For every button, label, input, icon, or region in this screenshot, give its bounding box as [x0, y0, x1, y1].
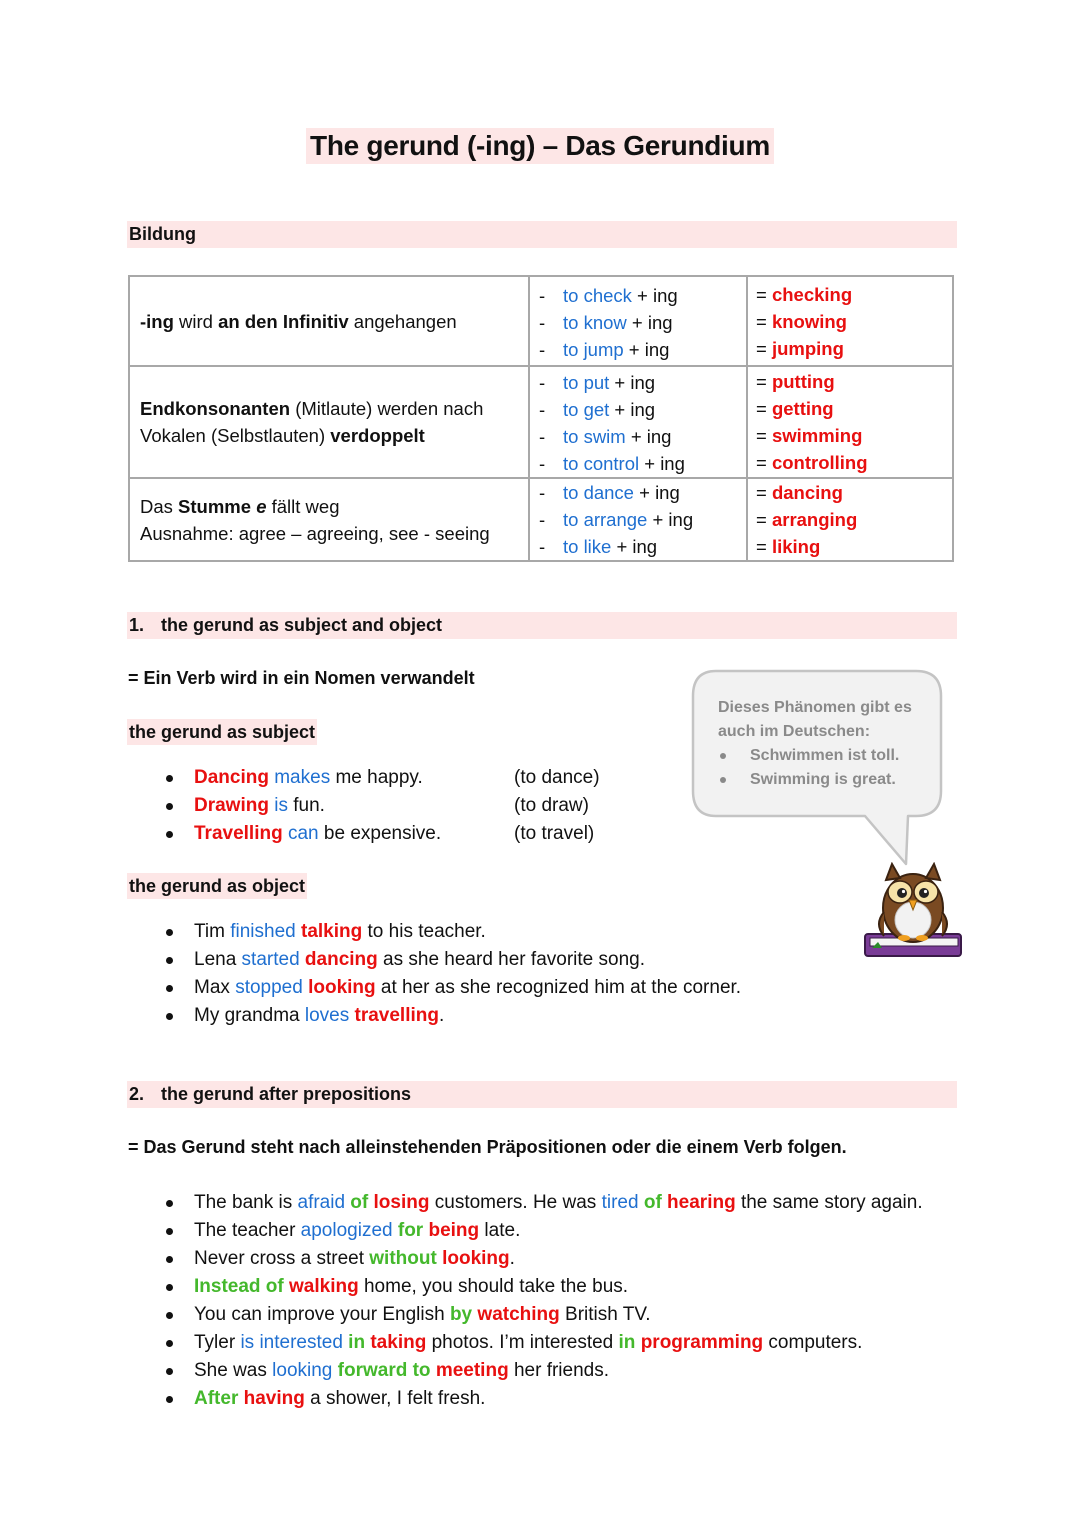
text-run: of	[638, 1192, 662, 1213]
text-run: verdoppelt	[330, 425, 425, 446]
example-line	[530, 423, 746, 450]
section-1-intro: = Ein Verb wird in ein Nomen verwandelt	[128, 668, 475, 688]
result-line	[756, 533, 952, 560]
section-2-title: the gerund after prepositions	[161, 1084, 412, 1104]
text-run: late.	[479, 1220, 521, 1241]
infinitive: to like	[563, 536, 612, 557]
text-run: .	[509, 1248, 515, 1269]
hint-to-draw: (to draw)	[514, 795, 589, 816]
example-line	[530, 479, 746, 506]
text-run: looking	[272, 1360, 333, 1381]
text-run: watching	[472, 1304, 560, 1325]
owl-on-book-illustration	[862, 862, 964, 960]
text-run: looking	[436, 1248, 510, 1269]
infinitive: to arrange	[563, 509, 648, 530]
result-line	[756, 368, 952, 395]
text-run: stopped	[235, 977, 303, 998]
text-run: of	[345, 1192, 369, 1213]
text-run: She was	[194, 1360, 273, 1381]
dash: -	[539, 311, 546, 333]
text-run: her friends.	[508, 1360, 609, 1381]
text-run: talking	[295, 921, 363, 942]
example-line	[530, 369, 746, 396]
bubble-bullet: Swimming is great.	[718, 768, 912, 792]
text-run: Instead of	[194, 1276, 284, 1297]
bubble-line-1: Dieses Phänomen gibt es	[718, 699, 912, 716]
text-run: hearing	[661, 1192, 736, 1213]
text-run: be expensive.	[318, 823, 442, 844]
text-run: e	[256, 495, 267, 517]
ing-suffix: + ing	[623, 338, 670, 360]
section-1-title: the gerund as subject and object	[161, 615, 443, 635]
section-2-intro: = Das Gerund steht nach alleinstehenden Präpositionen oder die einem Verb folgen.	[128, 1137, 847, 1157]
ing-suffix: + ing	[633, 482, 680, 503]
text-run: makes	[268, 767, 331, 788]
text-run: tired	[601, 1192, 639, 1213]
result-line	[756, 422, 952, 449]
ing-suffix: + ing	[647, 509, 694, 530]
text-run: -ing	[140, 310, 174, 332]
text-run: Das	[140, 495, 179, 517]
text-run: without	[369, 1248, 437, 1269]
text-run: wird	[173, 310, 219, 332]
object-list	[160, 918, 741, 1030]
section-1-number: 1.	[129, 615, 145, 635]
text-run: .	[438, 1005, 445, 1026]
text-run: dancing	[299, 949, 378, 970]
dash: -	[539, 453, 546, 474]
result-line	[756, 335, 952, 362]
text-run: looking	[302, 977, 376, 998]
gerund-result: putting	[771, 371, 835, 392]
text-run: is interested	[240, 1332, 343, 1353]
dash: -	[539, 482, 546, 503]
text-run: for	[392, 1220, 424, 1241]
examples-cell	[529, 478, 747, 561]
list-item	[160, 792, 441, 820]
list-item	[160, 1385, 923, 1413]
results-cell	[747, 478, 953, 561]
hint-to-travel: (to travel)	[514, 823, 595, 844]
text-run: in	[342, 1332, 366, 1353]
gerund-result: checking	[771, 283, 853, 305]
text-run: in	[618, 1332, 636, 1353]
text-run: at her as she recognized him at the corner.	[375, 977, 742, 998]
formation-row	[129, 478, 953, 561]
text-run: fun.	[287, 795, 325, 816]
equals-sign: =	[756, 452, 772, 473]
gerund-result: getting	[771, 398, 834, 419]
result-line	[756, 281, 952, 308]
equals-sign: =	[756, 509, 772, 530]
examples-cell	[529, 366, 747, 478]
text-run: by	[449, 1304, 473, 1325]
equals-sign: =	[756, 425, 772, 446]
equals-sign: =	[756, 337, 772, 359]
gerund-result: dancing	[771, 482, 843, 503]
equals-sign: =	[756, 371, 772, 392]
list-item	[160, 918, 741, 946]
dash: -	[539, 399, 546, 420]
text-run: customers. He was	[429, 1192, 602, 1213]
section-1-heading	[127, 612, 957, 639]
result-line	[756, 395, 952, 422]
text-run: programming	[635, 1332, 764, 1353]
text-run: Travelling	[194, 823, 283, 844]
example-line	[530, 396, 746, 423]
example-line	[530, 450, 746, 477]
text-run: computers.	[763, 1332, 863, 1353]
text-run: walking	[283, 1276, 359, 1297]
text-run: started	[241, 949, 300, 970]
text-run: losing	[368, 1192, 430, 1213]
infinitive: to know	[563, 311, 627, 333]
text-run: Lena	[194, 949, 242, 970]
list-item	[160, 1245, 923, 1273]
title-wrapper	[0, 128, 1080, 164]
subject-list	[160, 764, 441, 848]
rule-line	[140, 520, 528, 547]
dash: -	[539, 426, 546, 447]
equals-sign: =	[756, 482, 772, 503]
page-title: The gerund (-ing) – Das Gerundium	[306, 128, 774, 164]
result-line	[756, 449, 952, 476]
result-line	[756, 506, 952, 533]
list-item	[160, 946, 741, 974]
results-cell	[747, 366, 953, 478]
list-item	[160, 1357, 923, 1385]
text-run: (Mitlaute) werden nach	[290, 398, 484, 419]
text-run: forward to	[332, 1360, 431, 1381]
list-item	[160, 1273, 923, 1301]
text-run: Tyler	[194, 1332, 241, 1353]
dash: -	[539, 284, 546, 306]
speech-bubble-text	[718, 696, 912, 792]
gerund-result: controlling	[771, 452, 868, 473]
infinitive: to swim	[563, 426, 626, 447]
gerund-result: liking	[771, 536, 821, 557]
text-run: Stumme	[178, 495, 257, 517]
infinitive: to get	[563, 399, 610, 420]
infinitive: to put	[563, 372, 610, 393]
text-run: an den Infinitiv	[218, 310, 349, 332]
equals-sign: =	[756, 283, 772, 305]
rule-cell	[129, 276, 529, 366]
section-2-number: 2.	[129, 1084, 145, 1104]
rule-cell	[129, 366, 529, 478]
ing-suffix: + ing	[626, 311, 673, 333]
rule-line	[140, 395, 528, 422]
text-run: Max	[194, 977, 236, 998]
text-run: angehangen	[348, 310, 457, 332]
infinitive: to check	[563, 284, 632, 306]
example-line	[530, 282, 746, 309]
section-2-heading	[127, 1081, 957, 1108]
text-run: as she heard her favorite song.	[377, 949, 645, 970]
ing-suffix: + ing	[609, 399, 656, 420]
list-item	[160, 1217, 923, 1245]
text-run: You can improve your English	[194, 1304, 450, 1325]
object-heading: the gerund as object	[127, 873, 307, 899]
infinitive: to dance	[563, 482, 634, 503]
subject-heading: the gerund as subject	[127, 719, 317, 745]
list-item	[160, 1329, 923, 1357]
text-run: After	[194, 1388, 239, 1409]
ing-suffix: + ing	[639, 453, 685, 474]
text-run: being	[423, 1220, 480, 1241]
text-run: home, you should take the bus.	[358, 1276, 629, 1297]
dash: -	[539, 338, 546, 360]
bubble-line-2: auch im Deutschen:	[718, 723, 871, 740]
text-run: a shower, I felt fresh.	[304, 1388, 486, 1409]
text-run: fällt weg	[266, 495, 340, 517]
rule-line	[140, 422, 528, 449]
text-run: Endkonsonanten	[140, 398, 291, 419]
example-line	[530, 533, 746, 560]
text-run: taking	[365, 1332, 427, 1353]
equals-sign: =	[756, 310, 772, 332]
text-run: meeting	[430, 1360, 509, 1381]
text-run: finished	[230, 921, 296, 942]
rule-cell	[129, 478, 529, 561]
text-run: Never cross a street	[194, 1248, 370, 1269]
text-run: My grandma	[194, 1005, 305, 1026]
text-run: me happy.	[330, 767, 423, 788]
preposition-list	[160, 1189, 923, 1413]
dash: -	[539, 509, 546, 530]
ing-suffix: + ing	[611, 536, 658, 557]
text-run: is	[268, 795, 288, 816]
hint-to-dance: (to dance)	[514, 767, 600, 788]
bubble-bullet: Schwimmen ist toll.	[718, 744, 912, 768]
gerund-result: swimming	[771, 425, 863, 446]
list-item	[160, 1002, 741, 1030]
gerund-result: jumping	[771, 337, 844, 359]
examples-cell	[529, 276, 747, 366]
example-line	[530, 336, 746, 363]
results-cell	[747, 276, 953, 366]
rule-line	[140, 493, 528, 520]
gerund-result: arranging	[771, 509, 858, 530]
text-run: apologized	[300, 1220, 393, 1241]
result-line	[756, 479, 952, 506]
infinitive: to control	[563, 453, 640, 474]
text-run: The teacher	[194, 1220, 301, 1241]
rule-line	[140, 308, 528, 335]
gerund-result: knowing	[771, 310, 847, 332]
ing-suffix: + ing	[625, 426, 672, 447]
ing-suffix: + ing	[609, 372, 656, 393]
list-item	[160, 764, 441, 792]
infinitive: to jump	[563, 338, 624, 360]
text-run: Drawing	[194, 795, 269, 816]
equals-sign: =	[756, 398, 772, 419]
text-run: photos. I’m interested	[426, 1332, 619, 1353]
equals-sign: =	[756, 536, 772, 557]
text-run: to his teacher.	[362, 921, 486, 942]
dash: -	[539, 536, 546, 557]
example-line	[530, 309, 746, 336]
section-bildung-heading	[127, 221, 957, 248]
text-run: Tim	[194, 921, 231, 942]
formation-table	[128, 275, 954, 562]
text-run: can	[282, 823, 319, 844]
text-run: Dancing	[194, 767, 269, 788]
text-run: British TV.	[559, 1304, 651, 1325]
list-item	[160, 974, 741, 1002]
list-item	[160, 1189, 923, 1217]
text-run: the same story again.	[735, 1192, 923, 1213]
list-item	[160, 1301, 923, 1329]
formation-row	[129, 366, 953, 478]
dash: -	[539, 372, 546, 393]
text-run: loves	[304, 1005, 350, 1026]
formation-row	[129, 276, 953, 366]
text-run: Vokalen (Selbstlauten)	[140, 425, 331, 446]
ing-suffix: + ing	[631, 284, 678, 306]
text-run: having	[238, 1388, 305, 1409]
text-run: afraid	[297, 1192, 346, 1213]
example-line	[530, 506, 746, 533]
text-run: travelling	[349, 1005, 439, 1026]
result-line	[756, 308, 952, 335]
text-run: Ausnahme: agree – agreeing, see - seeing	[140, 522, 490, 544]
list-item	[160, 820, 441, 848]
text-run: The bank is	[194, 1192, 298, 1213]
section-bildung-title: Bildung	[129, 224, 196, 244]
